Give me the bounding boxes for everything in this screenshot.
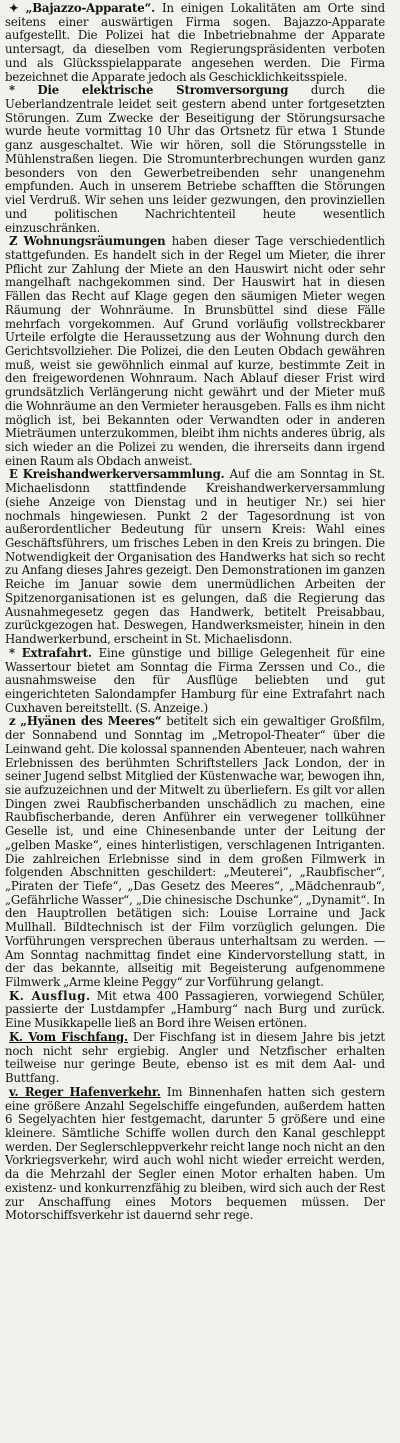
article-headline: K. Vom Fischfang. — [9, 1029, 128, 1044]
article-ausflug — [5, 990, 385, 1031]
article-headline: Die elektrische Stromversorgung — [37, 83, 289, 98]
article-reger-hafenverkehr — [5, 1086, 385, 1223]
article-marker: z — [9, 714, 16, 729]
article-headline: „Bajazzo-Apparate“. — [25, 1, 156, 15]
article-body: In einigen Lokalitäten am Orte sind seitens einer auswärtigen Firma sogen. Bajazzo-Apparate aufgestellt. Die Polizei hat die Inbetriebnahme der Apparate untersagt, da dieselben vom Regierungspräsidenten verboten und als Glücksspielapparate angesehen werden. Die Firma bezeichnet die Apparate jedoch als Geschicklichkeitsspiele. — [5, 1, 385, 84]
article-body: Mit etwa 400 Passagieren, vorwiegend Schüler, passierte der Lustdampfer „Hamburg“ nach Burg und zurück. Eine Musikkapelle ließ an Bord ihre Weisen ertönen. — [5, 988, 386, 1031]
article-headline: v. Reger Hafenverkehr. — [9, 1084, 161, 1099]
article-wohnungsraeumungen — [5, 235, 385, 468]
article-body: durch die Ueberlandzentrale leidet seit gestern abend unter fortgesetzten Störungen. Zum Zwecke der Beseitigung der Störungsursache wurde heute vormittag 10 Uhr das Ortsnetz für etwa 1 Stunde ganz ausgeschaltet. Wie wir hören, soll die Störungsstelle in Mühlenstraßen liegen. Die Stromunterbrechungen wurden ganz besonders von den Gewerbetreibenden sehr unangenehm empfunden. Auch in unserem Betriebe schafften die Störungen viel Verdruß. Wir sehen uns leider gezwungen, den provinziellen und politischen Nachrichtenteil heute wesentlich einzuschränken. — [5, 83, 385, 235]
article-marker: ✦ — [9, 1, 19, 15]
article-marker: * — [9, 83, 15, 98]
article-headline: Kreishandwerkerversammlung. — [22, 467, 225, 482]
article-extrafahrt — [5, 647, 385, 716]
article-hyaenen-des-meeres — [5, 715, 385, 989]
article-vom-fischfang — [5, 1031, 385, 1086]
article-body: Eine günstige und billige Gelegenheit für eine Wassertour bietet am Sonntag die Firma Zerssen und Co., die ausnahmsweise den für Ausflüge beliebten und gut eingerichteten Salondampfer Hamburg für eine Extrafahrt nach Cuxhaven bereitstellt. (S. Anzeige.) — [5, 645, 385, 715]
article-bajazzo-apparate — [5, 2, 385, 84]
article-body: Der Fischfang ist in diesem Jahre bis jetzt noch nicht sehr ergiebig. Angler und Netzfischer erhalten teilweise nur geringe Beute, ebenso ist es mit dem Aal- und Buttfang. — [5, 1029, 385, 1086]
article-stromversorgung — [5, 84, 385, 235]
article-headline: „Hyänen des Meeres“ — [20, 714, 162, 729]
article-marker: * — [9, 645, 15, 660]
article-body: Im Binnenhafen hatten sich gestern eine größere Anzahl Segelschiffe eingefunden, außerdem hatten 6 Segelyachten hier festgemacht, darunter 5 größere und eine kleinere. Sämtliche Schiffe wollen durch den Kanal geschleppt werden. Der Seglerschleppverkehr reicht lange noch nicht an den Vorkriegsverkehr, wird auch wohl nicht wieder erreicht werden, da die Mehrzahl der Segler einen Motor erhalten haben. Um existenz- und konkurrenzfähig zu bleiben, wird sich auch der Rest zur Anschaffung eines Motors bequemen müssen. Der Motorschiffsverkehr ist dauernd sehr rege. — [5, 1084, 385, 1223]
article-body: betitelt sich ein gewaltiger Großfilm, der Sonnabend und Sonntag im „Metropol-Theater“ über die Leinwand geht. Die kolossal spannenden Abenteuer, nach wahren Erlebnissen des berühmten Schriftstellers Jack London, der in seiner Jugend selbst Mitglied der Küstenwache war, bewogen ihn, sie aufzuzeichnen und der Mitwelt zu überliefern. Es gilt vor allen Dingen zwei Raubfischerbanden unschädlich zu machen, eine Raubfischerbande, deren Anführer ein verwegener tollkühner Geselle ist, und eine Chinesenbande unter der Leitung der „gelben Maske“, eines hinterlistigen, verschlagenen Intriganten. Die zahlreichen Erlebnisse sind in dem großen Filmwerk in folgenden Abschnitten geschildert: „Meuterei“, „Raubfischer“, „Piraten der Tiefe“, „Das Gesetz des Meeres“, „Mädchenraub“, „Gefährliche Wasser“, „Die chinesische Dschunke“, „Dynamit“. In den Hauptrollen betätigen sich: Louise Lorraine und Jack Mullhall. Bildtechnisch ist der Film vorzüglich gelungen. Die Vorführungen versprechen überaus unterhaltsam zu werden. — Am Sonntag nachmittag findet eine Kindervorstellung statt, in der das bekannte, allseitig mit Begeisterung aufgenommene Filmwerk „Arme kleine Peggy“ zur Vorführung gelangt. — [5, 714, 385, 990]
article-headline: K. Ausflug. — [9, 988, 91, 1003]
article-kreishandwerkerversammlung — [5, 468, 385, 646]
article-headline: Extrafahrt. — [21, 645, 92, 660]
article-marker: Z — [9, 234, 18, 249]
article-body: Auf die am Sonntag in St. Michaelisdonn stattfindende Kreishandwerkerversammlung (siehe Anzeige von Dienstag und in heutiger Nr.) sei hier nochmals hingewiesen. Punkt 2 der Tagesordnung ist von außerordentlicher Bedeutung für unsern Kreis: Wahl eines Geschäftsführers, um frisches Leben in den Kreis zu bringen. Die Notwendigkeit der Organisation des Handwerks hat sich so recht zu Anfang dieses Jahres gezeigt. Den Demonstrationen im ganzen Reiche im Januar sowie dem unermüdlichen Arbeiten der Spitzenorganisationen ist es gelungen, daß die Regierung das Ausnahmegesetz gegen das Handwerk, betitelt Preisabbau, zurückgezogen hat. Deswegen, Handwerksmeister, hinein in den Handwerkerbund, erscheint in St. Michaelisdonn. — [5, 467, 385, 647]
article-marker: E — [9, 467, 18, 482]
article-body: haben dieser Tage verschiedentlich stattgefunden. Es handelt sich in der Regel um Mieter, die ihrer Pflicht zur Zahlung der Miete an den Hauswirt nicht oder sehr mangelhaft nachgekommen sind. Der Hauswirt hat in diesen Fällen das Recht auf Klage gegen den säumigen Mieter wegen Räumung der Wohnräume. In Brunsbüttel sind diese Fälle mehrfach vorgekommen. Auf Grund vorläufig vollstreckbarer Urteile erfolgte die Heraussetzung aus der Wohnung durch den Gerichtsvollzieher. Die Polizei, die den Leuten Obdach gewähren muß, weist sie gewöhnlich einmal auf kurze, bestimmte Zeit in den freigewordenen Wohnraum. Nach Ablauf dieser Frist wird grundsätzlich Verlängerung nicht gewährt und der Mieter muß die Wohnräume an den Vermieter herausgeben. Falls es ihm nicht möglich ist, bei Bekannten oder Verwandten oder in anderen Mieträumen unterzukommen, bleibt ihm nichts anderes übrig, als sich wieder an die Polizei zu wenden, die ihrerseits dann irgend einen Raum als Obdach anweist. — [5, 234, 385, 468]
article-headline: Wohnungsräumungen — [23, 234, 166, 249]
